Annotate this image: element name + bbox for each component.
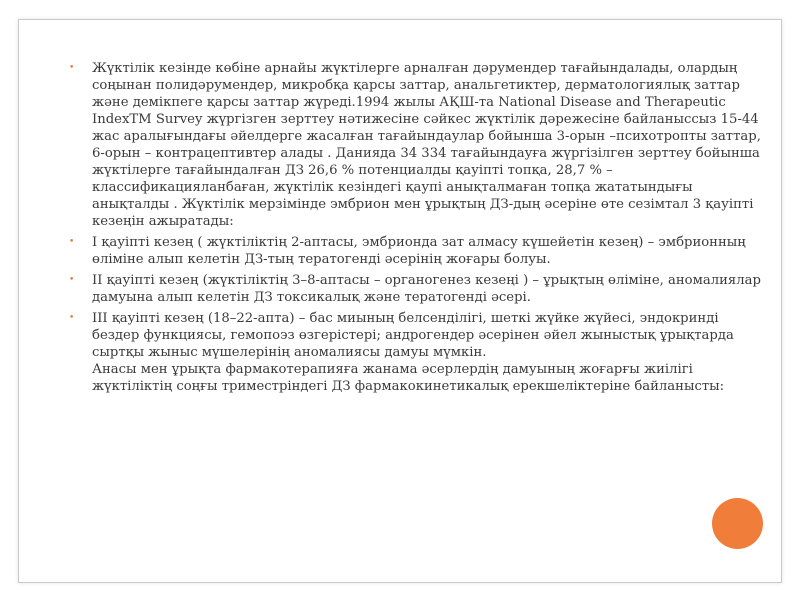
bullet-item-1 [69, 60, 761, 230]
bullet-icon: • [69, 63, 75, 73]
bullet-text: I қауіпті кезең ( жүктіліктің 2-аптасы, эмбрионда зат алмасу күшейетін кезең) – эмбрионның өліміне алып келетін ДЗ-тың тератогенді әсерінің жоғары болуы. [92, 235, 746, 267]
bullet-icon: • [69, 275, 75, 285]
bullet-text: II қауіпті кезең (жүктіліктің 3–8-аптасы – органогенез кезеңі ) – ұрықтың өліміне, аномалиялар дамуына алып келетін ДЗ токсикалық және тератогенді әсері. [92, 273, 761, 305]
bullet-icon: • [69, 313, 75, 323]
slide-frame [18, 19, 782, 583]
bullet-item-3 [69, 272, 761, 306]
bullet-text: III қауіпті кезең (18–22-апта) – бас миының белсенділігі, шеткі жүйке жүйесі, эндокринді бездер функциясы, гемопоэз өзгерістері; андрогендер әсерінен әйел жыныстық ұрықтарда сыртқы жыныс мүшелерінің аномалиясы дамуы мүмкін. [92, 311, 734, 360]
bullet-item-4 [69, 310, 761, 395]
bullet-icon: • [69, 237, 75, 247]
bullet-text: Жүктілік кезінде көбіне арнайы жүктілерге арналған дәрумендер тағайындалады, олардың соңынан полидәрумендер, микробқа қарсы заттар, анальгетиктер, дерматологиялық заттар және демікпеге қарсы заттар жүреді.1994 жылы АҚШ-та National Disease and Therapeutic IndexTM Survey жүргізген зерттеу нәтижесіне сәйкес жүктілік дәрежесіне байланыссыз 15-44 жас аралығындағы әйелдерге жасалған тағайындаулар бойынша 3-орын –психотропты заттар, 6-орын – контрацептивтер алады . Данияда 34 334 тағайындауға жүргізілген зерттеу бойынша жүктілерге тағайындалған ДЗ 26,6 % потенциалды қауіпті топқа, 28,7 % – классификацияланбаған, жүктілік кезіндегі қаупі анықталмаған топқа жататындығы анықталды . Жүктілік мерзімінде эмбрион мен ұрықтың ДЗ-дың әсеріне өте сезімтал 3 қауіпті кезеңін ажыратады: [92, 61, 761, 229]
bullet-continuation-text: Анасы мен ұрықта фармакотерапияға жанама әсерлердің дамуының жоғарғы жиілігі жүктіліктің соңғы триместріндегі ДЗ фармакокинетикалық ерекшеліктеріне байланысты: [92, 362, 725, 394]
bullet-list [69, 60, 761, 399]
bullet-item-2 [69, 234, 761, 268]
decorative-orange-circle-icon [712, 498, 763, 549]
